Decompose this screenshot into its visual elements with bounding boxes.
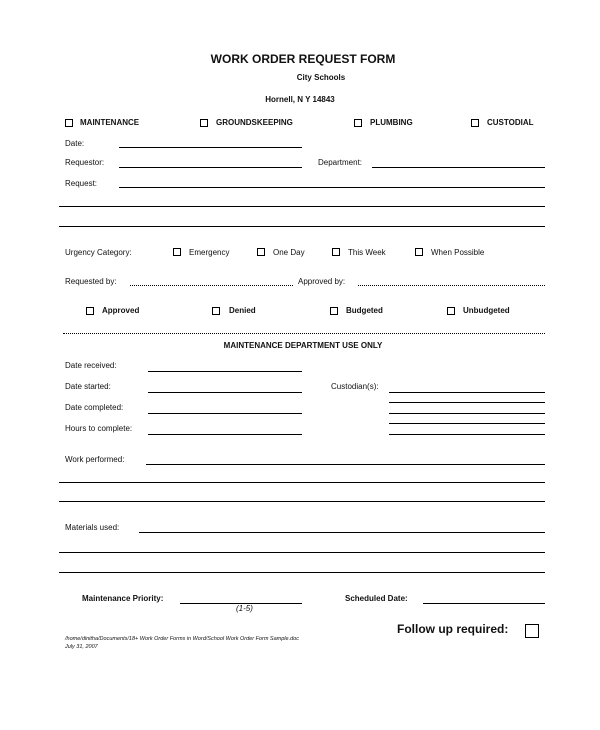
materials-used-field[interactable] — [139, 532, 545, 533]
work-performed-field-line-2[interactable] — [59, 482, 545, 483]
hours-to-complete-field[interactable] — [148, 434, 302, 435]
one-day-checkbox[interactable] — [257, 248, 265, 256]
file-path: /home/dinitha/Documents/18+ Work Order Forms in Word/School Work Order Form Sample.doc — [65, 636, 299, 642]
requested-by-label: Requested by: — [65, 277, 117, 286]
date-completed-field[interactable] — [148, 413, 302, 414]
requestor-label: Requestor: — [65, 158, 105, 167]
plumbing-checkbox[interactable] — [354, 119, 362, 127]
date-completed-label: Date completed: — [65, 403, 124, 412]
maintenance-section-title: MAINTENANCE DEPARTMENT USE ONLY — [223, 341, 383, 350]
hours-to-complete-label: Hours to complete: — [65, 424, 133, 433]
groundskeeping-checkbox[interactable] — [200, 119, 208, 127]
custodians-label: Custodian(s): — [331, 382, 379, 391]
this-week-label: This Week — [348, 248, 386, 257]
denied-label: Denied — [229, 306, 256, 315]
org-name: City Schools — [296, 73, 346, 82]
request-field-line-3[interactable] — [59, 226, 545, 227]
work-performed-field[interactable] — [146, 464, 545, 465]
form-title: WORK ORDER REQUEST FORM — [210, 52, 396, 66]
requestor-field[interactable] — [119, 167, 302, 168]
custodians-field-line-5[interactable] — [389, 434, 545, 435]
when-possible-checkbox[interactable] — [415, 248, 423, 256]
maintenance-priority-label: Maintenance Priority: — [82, 594, 164, 603]
urgency-label: Urgency Category: — [65, 248, 132, 257]
work-performed-label: Work performed: — [65, 455, 125, 464]
date-received-field[interactable] — [148, 371, 302, 372]
org-location: Hornell, N Y 14843 — [265, 95, 335, 104]
custodians-field-line-4[interactable] — [389, 423, 545, 424]
follow-up-checkbox[interactable] — [525, 624, 539, 638]
date-received-label: Date received: — [65, 361, 117, 370]
custodians-field-line-2[interactable] — [389, 402, 545, 403]
emergency-checkbox[interactable] — [173, 248, 181, 256]
plumbing-label: PLUMBING — [370, 118, 413, 127]
department-field[interactable] — [372, 167, 545, 168]
priority-range: (1-5) — [236, 604, 253, 613]
emergency-label: Emergency — [189, 248, 230, 257]
materials-used-field-line-3[interactable] — [59, 572, 545, 573]
maintenance-label: MAINTENANCE — [80, 118, 140, 127]
denied-checkbox[interactable] — [212, 307, 220, 315]
date-started-field[interactable] — [148, 392, 302, 393]
request-label: Request: — [65, 179, 98, 188]
custodians-field[interactable] — [389, 392, 545, 393]
approved-checkbox[interactable] — [86, 307, 94, 315]
approved-label: Approved — [102, 306, 140, 315]
when-possible-label: When Possible — [431, 248, 485, 257]
request-field[interactable] — [119, 187, 545, 188]
custodial-checkbox[interactable] — [471, 119, 479, 127]
date-label: Date: — [65, 139, 85, 148]
budgeted-label: Budgeted — [346, 306, 383, 315]
scheduled-date-label: Scheduled Date: — [345, 594, 408, 603]
this-week-checkbox[interactable] — [332, 248, 340, 256]
unbudgeted-label: Unbudgeted — [463, 306, 510, 315]
approved-by-label: Approved by: — [298, 277, 346, 286]
approved-by-field[interactable] — [358, 285, 545, 286]
budgeted-checkbox[interactable] — [330, 307, 338, 315]
date-started-label: Date started: — [65, 382, 111, 391]
one-day-label: One Day — [273, 248, 305, 257]
groundskeeping-label: GROUNDSKEEPING — [216, 118, 293, 127]
document-date: July 31, 2007 — [65, 644, 98, 650]
scheduled-date-field[interactable] — [423, 603, 545, 604]
section-divider — [63, 333, 545, 334]
date-field[interactable] — [119, 147, 302, 148]
materials-used-field-line-2[interactable] — [59, 552, 545, 553]
department-label: Department: — [318, 158, 363, 167]
custodians-field-line-3[interactable] — [389, 413, 545, 414]
unbudgeted-checkbox[interactable] — [447, 307, 455, 315]
materials-used-label: Materials used: — [65, 523, 120, 532]
work-performed-field-line-3[interactable] — [59, 501, 545, 502]
request-field-line-2[interactable] — [59, 206, 545, 207]
requested-by-field[interactable] — [130, 285, 293, 286]
follow-up-label: Follow up required: — [397, 622, 509, 636]
custodial-label: CUSTODIAL — [487, 118, 534, 127]
maintenance-checkbox[interactable] — [65, 119, 73, 127]
